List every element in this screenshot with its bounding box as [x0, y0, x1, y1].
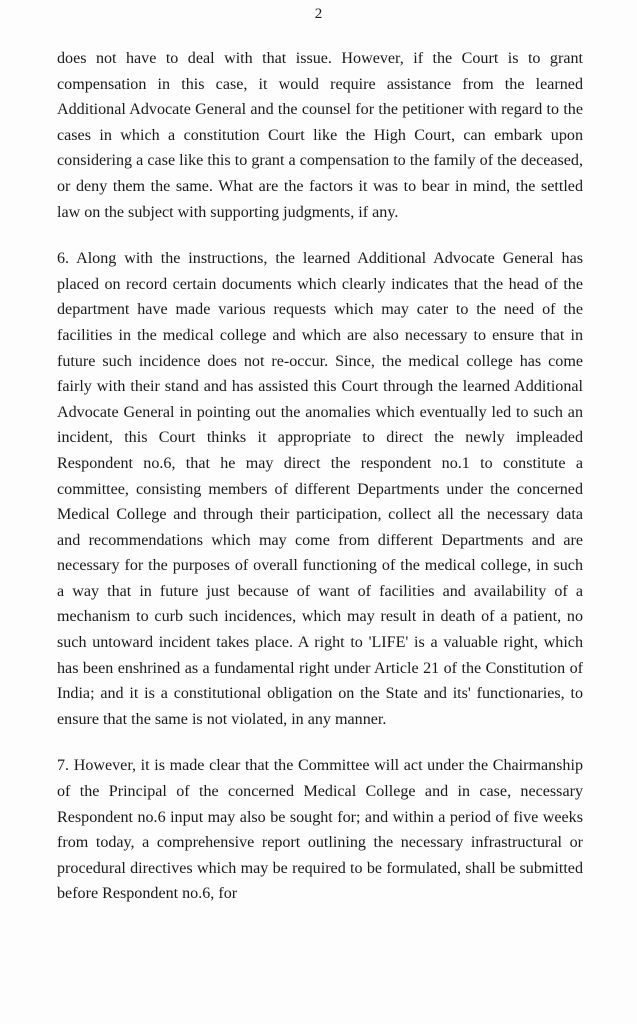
page-number: 2	[314, 6, 323, 22]
paragraph-continuation: does not have to deal with that issue. However, if the Court is to grant compensation in this case, it would require assistance from the learned Additional Advocate General and the counsel for the petitioner with regard to the cases in which a constitution Court like the High Court, can embark upon considering a case like this to grant a compensation to the family of the deceased, or deny them the same. What are the factors it was to bear in mind, the settled law on the subject with supporting judgments, if any.	[57, 50, 583, 221]
paragraph-6: 6. Along with the instructions, the learned Additional Advocate General has placed on record certain documents which clearly indicates that the head of the department have made various requests which may cater to the need of the facilities in the medical college and which are also necessary to ensure that in future such incidence does not re-occur. Since, the medical college has come fairly with their stand and has assisted this Court through the learned Additional Advocate General in pointing out the anomalies which eventually led to such an incident, this Court thinks it appropriate to direct the newly impleaded Respondent no.6, that he may direct the respondent no.1 to constitute a committee, consisting members of different Departments under the concerned Medical College and through their participation, collect all the necessary data and recommendations which may come from different Departments and are necessary for the purposes of overall functioning of the medical college, in such a way that in future just because of want of facilities and availability of a mechanism to curb such incidences, which may result in death of a patient, no such untoward incident takes place. A right to 'LIFE' is a valuable right, which has been enshrined as a fundamental right under Article 21 of the Constitution of India; and it is a constitutional obligation on the State and its' functionaries, to ensure that the same is not violated, in any manner.	[57, 250, 583, 728]
paragraph-7: 7. However, it is made clear that the Committee will act under the Chairmanship of the Principal of the concerned Medical College and in case, necessary Respondent no.6 input may also be sought for; and within a period of five weeks from today, a comprehensive report outlining the necessary infrastructural or procedural directives which may be required to be formulated, shall be submitted before Respondent no.6, for	[57, 757, 583, 903]
document-body	[57, 46, 583, 928]
